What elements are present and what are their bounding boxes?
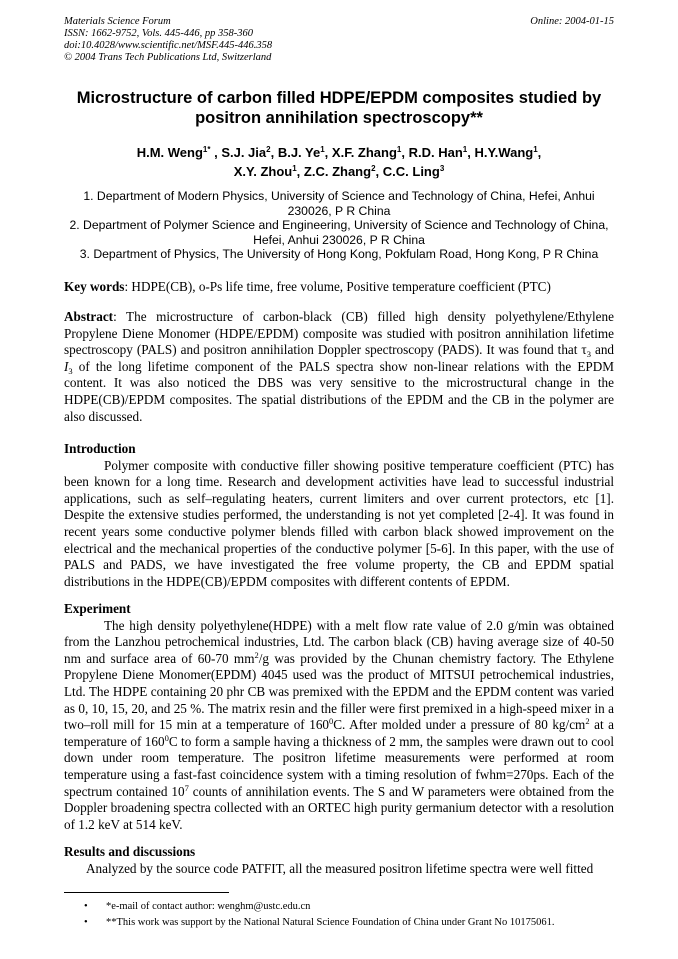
introduction-paragraph: Polymer composite with conductive filler showing positive temperature coefficient (PTC) has been known for a long time. Research and development activities have lead to successful industrial applications, such as self–regulating heaters, current limiters and over current protectors, etc [1]. Despite the extensive studies performed, the understanding is not yet completed [2-4]. It was found in recent years some conductive polymer blends filled with carbon black showed improvement on the electrical and the mechanical properties of the conductive polymer [5-6]. In this paper, with the use of PALS and PADS, we have investigated the free volume property, the CB and EPDM spatial distributions in the HDPE(CB)/EPDM composites with different contents of EPDM. xyxy=(64,457,614,589)
superscript-cm2: 2 xyxy=(585,716,590,727)
experiment-text-2: /g was provided by the Chunan chemistry factory. The Ethylene Propylene Diene Monomer(EPDM) 4045 used was the product of MITSUI petrochemical industries, Ltd. The HDPE containing 20 phr CB was premixed with the EPDM and the EPDM content was varied as 0, 10, 15, 20, and 25 %. The matrix resin and the filler were first premixed in a high-speed mixer in a two–roll mill for 15 min at a temperature of 160 xyxy=(64,650,614,733)
affiliation-1: 1. Department of Modern Physics, University of Science and Technology of China, Hefei, Anhui 230026, P R China xyxy=(83,189,595,218)
author-name: X.Y. Zhou xyxy=(233,164,293,179)
affiliation-list xyxy=(60,189,618,262)
title-line-2: positron annihilation spectroscopy** xyxy=(195,109,483,127)
author-affil-mark: 2 xyxy=(266,145,271,154)
author-affil-mark: 1 xyxy=(396,145,402,154)
author-line-2: X.Y. Zhou$^1$, Z.C. Zhang$^2$, C.C. Ling$^3$ xyxy=(233,164,445,179)
author-affil-mark: 1 xyxy=(533,145,538,154)
footnote-1 xyxy=(84,899,604,915)
keywords-label: Key words xyxy=(64,279,125,294)
bullet-icon: • xyxy=(84,901,88,912)
results-section xyxy=(64,844,614,877)
doi-line: doi:10.4028/www.scientific.net/MSF.445-446.358 xyxy=(64,40,273,51)
publication-info xyxy=(64,16,484,64)
affiliation-2: 2. Department of Polymer Science and Engineering, University of Science and Technology of China, Hefei, Anhui 230026, P R China xyxy=(69,218,609,247)
affiliation-3: 3. Department of Physics, The University of Hong Kong, Pokfulam Road, Hong Kong, P R China xyxy=(79,247,599,262)
abstract-paragraph xyxy=(64,309,614,425)
journal-name: Materials Science Forum xyxy=(64,16,171,27)
keywords-text: : HDPE(CB), o-Ps life time, free volume, Positive temperature coefficient (PTC) xyxy=(124,279,551,294)
experiment-text-3: C. After molded under a pressure of 80 kg/cm xyxy=(333,717,586,733)
author-affil-mark: 1 xyxy=(320,145,325,154)
abstract-text-2: and xyxy=(590,342,615,358)
experiment-text-4: at a temperature of 160 xyxy=(64,717,615,749)
experiment-text-1: The high density polyethylene(HDPE) with a melt flow rate value of 2.0 g/min was obtained from the Lanzhou petrochemical industries, Ltd. The carbon black (CB) having average size of 40-50 nm and surface area of 60-70 mm xyxy=(64,617,614,666)
author-name: R.D. Han xyxy=(408,145,463,160)
footnote-text: *e-mail of contact author: wenghm@ustc.edu.cn xyxy=(106,901,311,912)
author-name: S.J. Jia xyxy=(221,145,267,160)
footnote-list xyxy=(84,899,604,931)
abstract-section xyxy=(64,309,614,425)
author-affil-mark: 3 xyxy=(439,164,445,173)
intensity-subscript: 3 xyxy=(68,365,73,376)
author-name: C.C. Ling xyxy=(382,164,440,179)
author-name: B.J. Ye xyxy=(277,145,321,160)
experiment-text-5: C to form a sample having a thickness of 2 mm, the samples were drawn out to cool down under room temperature. The positron lifetime measurements were performed at room temperature using a fast-fast coincidence system with a timing resolution of fwhm=270ps. Each of the spectrum contained 10 xyxy=(64,733,614,799)
intensity-symbol: I xyxy=(64,358,69,374)
online-date: Online: 2004-01-15 xyxy=(530,16,614,27)
author-affil-mark: 2 xyxy=(371,164,376,173)
author-name: X.F. Zhang xyxy=(331,145,397,160)
author-name: H.Y.Wang xyxy=(474,145,534,160)
experiment-section xyxy=(64,601,614,833)
author-name: H.M. Weng xyxy=(136,145,203,160)
tau-subscript: 3 xyxy=(586,349,591,360)
introduction-heading: Introduction xyxy=(64,441,136,456)
author-affil-mark: 1* xyxy=(202,145,211,154)
abstract-text-3: of the long lifetime component of the PALS spectra show non-linear relations with the EPDM content. It was also noticed the DBS was very sensitive to the microstructural change in the HDPE(CB)/EPDM composites. The spatial distributions of the EPDM and the CB in the polymer are also discussed. xyxy=(64,358,614,424)
abstract-label: Abstract xyxy=(64,309,114,324)
paper-title xyxy=(60,88,618,128)
results-paragraph: Analyzed by the source code PATFIT, all the measured positron lifetime spectra were well fitted xyxy=(86,860,594,876)
footnote-text: **This work was support by the National Natural Science Foundation of China under Grant No 10175061. xyxy=(106,917,555,928)
copyright-line: © 2004 Trans Tech Publications Ltd, Switzerland xyxy=(64,52,272,63)
author-line-1: H.M. Weng$^{1*}$ , S.J. Jia$^2$, B.J. Ye$^1$, X.F. Zhang$^1$, R.D. Han$^1$, H.Y.Wang$^1$, xyxy=(136,145,542,160)
title-line-1: Microstructure of carbon filled HDPE/EPDM composites studied by xyxy=(76,89,602,107)
footnote-2 xyxy=(84,915,604,931)
footnote-rule xyxy=(64,892,229,893)
author-list xyxy=(60,143,618,181)
superscript-10-7: 7 xyxy=(184,782,189,793)
results-heading: Results and discussions xyxy=(64,844,196,859)
issn-line: ISSN: 1662-9752, Vols. 445-446, pp 358-360 xyxy=(64,28,253,39)
author-affil-mark: 1 xyxy=(462,145,468,154)
experiment-text-6: counts of annihilation events. The S and W parameters were obtained from the Doppler broadening spectra collected with an ORTEC high purity germanium detector with a resolution of 1.2 keV at 514 keV. xyxy=(64,783,614,832)
keywords-section xyxy=(64,279,614,296)
experiment-heading: Experiment xyxy=(64,601,131,616)
author-affil-mark: 1 xyxy=(292,164,297,173)
abstract-text-1: : The microstructure of carbon-black (CB) filled high density polyethylene/Ethylene Propylene Diene Monomer (HDPE/EPDM) composite was studied with positron annihilation lifetime spectroscopy (PALS) and positron annihilation Doppler spectroscopy (PADS). It was found that τ xyxy=(64,309,614,358)
superscript-degree-2: 0 xyxy=(164,732,169,743)
bullet-icon: • xyxy=(84,917,88,928)
superscript-mm2: 2 xyxy=(254,649,259,660)
introduction-section xyxy=(64,441,614,590)
superscript-degree-1: 0 xyxy=(329,716,334,727)
keywords-paragraph xyxy=(64,279,614,296)
experiment-paragraph xyxy=(64,618,614,834)
author-name: Z.C. Zhang xyxy=(303,164,372,179)
